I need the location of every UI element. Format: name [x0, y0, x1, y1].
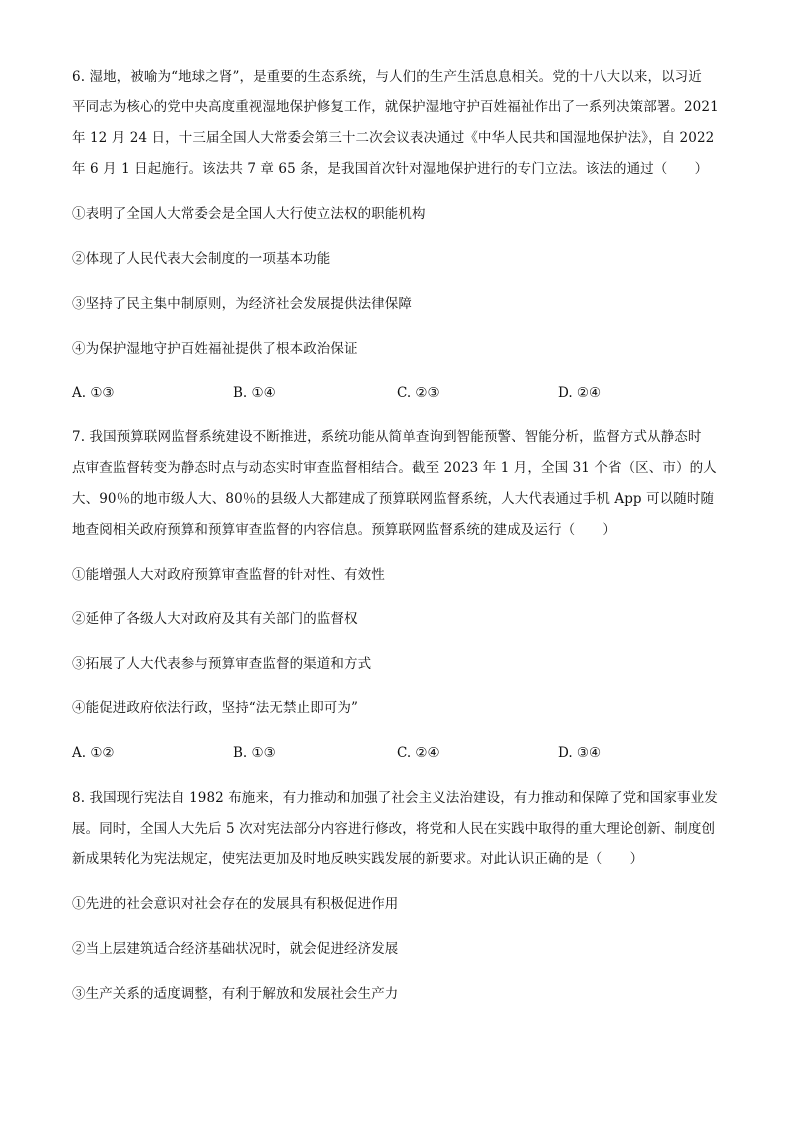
statement-item: ③生产关系的适度调整，有利于解放和发展社会生产力: [72, 986, 399, 1002]
question-stem-line: 7. 我国预算联网监督系统建设不断推进，系统功能从简单查询到智能预警、智能分析，监督方式从静态时: [72, 429, 702, 445]
option-c[interactable]: C. ②③: [397, 385, 440, 401]
statement-item: ③坚持了民主集中制原则，为经济社会发展提供法律保障: [72, 296, 412, 312]
option-d[interactable]: D. ③④: [558, 745, 602, 761]
question-stem-line: 年 6 月 1 日起施行。该法共 7 章 65 条，是我国首次针对湿地保护进行的专门立法。该法的通过（ ）: [72, 161, 709, 177]
option-d[interactable]: D. ②④: [558, 385, 602, 401]
statement-item: ②延伸了各级人大对政府及其有关部门的监督权: [72, 611, 358, 627]
option-a[interactable]: A. ①③: [72, 385, 115, 401]
question-stem-line: 新成果转化为宪法规定，使宪法更加及时地反映实践发展的新要求。对此认识正确的是（ ）: [72, 851, 644, 867]
statement-item: ①能增强人大对政府预算审查监督的针对性、有效性: [72, 567, 385, 583]
question-stem-line: 展。同时，全国人大先后 5 次对宪法部分内容进行修改，将党和人民在实践中取得的重大理论创新、制度创: [72, 821, 716, 837]
option-b[interactable]: B. ①③: [233, 745, 276, 761]
question-stem-line: 6. 湿地，被喻为“地球之肾”，是重要的生态系统，与人们的生产生活息息相关。党的十八大以来，以习近: [72, 69, 702, 85]
statement-item: ③拓展了人大代表参与预算审查监督的渠道和方式: [72, 656, 372, 672]
question-stem-line: 地查阅相关政府预算和预算审查监督的内容信息。预算联网监督系统的建成及运行（ ）: [72, 522, 616, 538]
statement-item: ①先进的社会意识对社会存在的发展具有积极促进作用: [72, 896, 399, 912]
statement-item: ④为保护湿地守护百姓福祉提供了根本政治保证: [72, 341, 358, 357]
question-stem-line: 年 12 月 24 日，十三届全国人大常委会第三十二次会议表决通过《中华人民共和国湿地保护法》，自 2022: [72, 130, 715, 146]
statement-item: ④能促进政府依法行政，坚持“法无禁止即可为”: [72, 700, 359, 716]
question-stem-line: 点审查监督转变为静态时点与动态实时审查监督相结合。截至 2023 年 1 月，全国 31 个省（区、市）的人: [72, 460, 717, 476]
statement-item: ②体现了人民代表大会制度的一项基本功能: [72, 251, 331, 267]
question-stem-line: 大、90％的地市级人大、80％的县级人大都建成了预算联网监督系统，人大代表通过手机 App 可以随时随: [72, 491, 715, 507]
statement-item: ①表明了全国人大常委会是全国人大行使立法权的职能机构: [72, 206, 426, 222]
option-a[interactable]: A. ①②: [72, 745, 115, 761]
statement-item: ②当上层建筑适合经济基础状况时，就会促进经济发展: [72, 941, 399, 957]
question-stem-line: 平同志为核心的党中央高度重视湿地保护修复工作，就保护湿地守护百姓福祉作出了一系列决策部署。2021: [72, 99, 719, 115]
option-c[interactable]: C. ②④: [397, 745, 440, 761]
option-b[interactable]: B. ①④: [233, 385, 276, 401]
question-stem-line: 8. 我国现行宪法自 1982 布施来，有力推动和加强了社会主义法治建设，有力推动和保障了党和国家事业发: [72, 790, 718, 806]
